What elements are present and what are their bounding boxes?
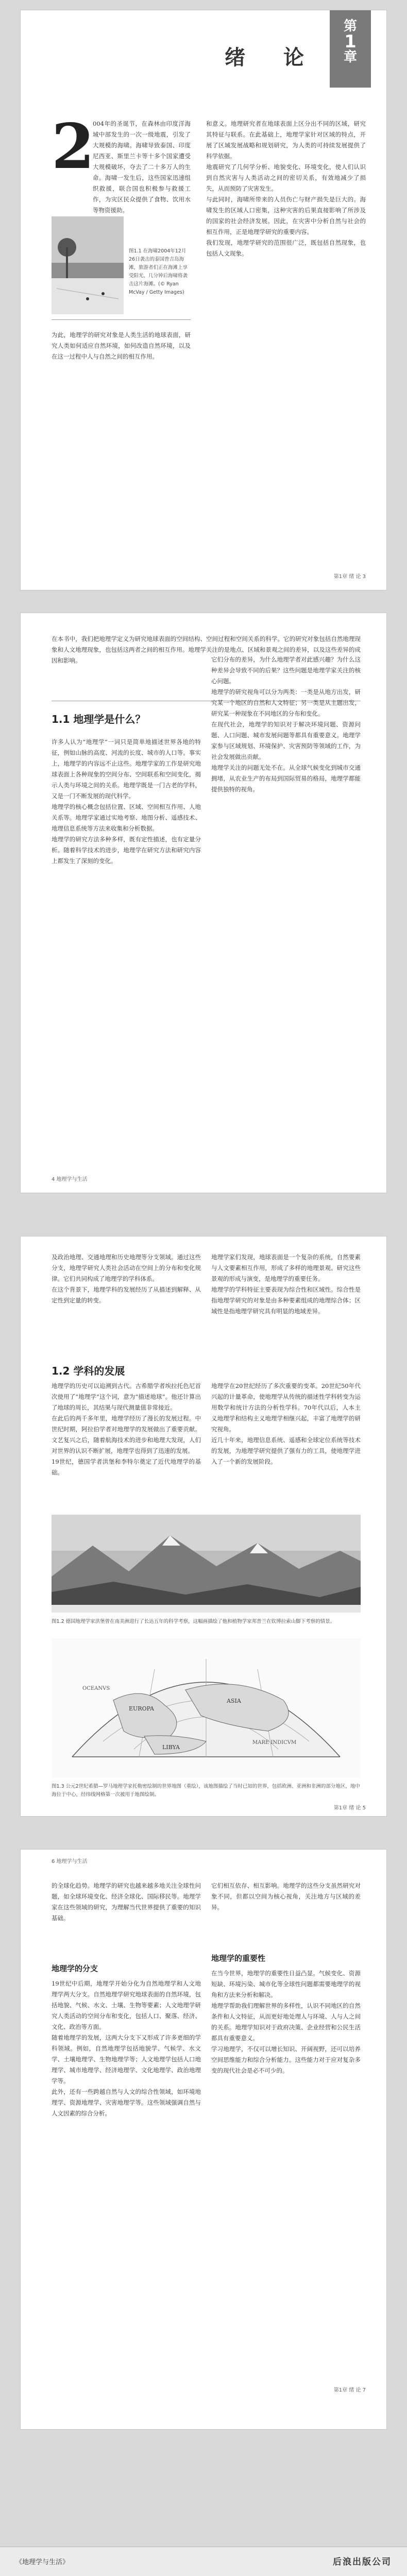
section-title-importance: 地理学的重要性: [211, 1954, 266, 1963]
page2-col-left: 许多人认为“地理学”一词只是简单地描述世界各地的特征，例如山脉的高度、河流的长度、城市的人口等。事实上，地理学的内容远不止这些。地理学家的工作是研究地球表面上各种现象的空间分布、空间联系和空间变化，揭示人类与环境之间的关系。地理学既是一门古老的学科，又是一门不断发展的现代科学。 地理学的核心概念包括位置、区域、空间相互作用、人地关系等。地理学家通过实地考察、地图分析、遥感技术、地理信息系统等方法来收集和分析数据。 地理学的研究方法多种多样，既有定性描述，也有定量分析。随着科学技术的进步，地理学在研究方法和研究内容上都发生了深刻的变化。: [52, 738, 201, 865]
ptolemy-map: [52, 1638, 361, 1777]
footer-bar: [0, 2547, 407, 2576]
page-3: [21, 1236, 386, 1816]
book-title: 《地理学与生活》: [15, 2558, 70, 2566]
section-title-branches: 地理学的分支: [52, 1964, 98, 1973]
page3-mid-left: 地理学的历史可以追溯到古代。古希腊学者埃拉托色尼首次使用了“地理学”这个词，意为“描述地球”。他还计算出了地球的周长，其结果与现代测量值非常接近。 在此后的两千多年里，地理学经历了漫长的发展过程。中世纪时期，阿拉伯学者对地理学的发展做出了重要贡献。文艺复兴之后，随着航海技术的进步和地理大发现，人们对世界的认识不断扩展，地理学也得到了迅速的发展。 19世纪，德国学者洪堡和李特尔奠定了近代地理学的基础。: [52, 1382, 201, 1476]
mountain-photo-image: [52, 1515, 361, 1613]
page4-col-right: 在当今世界，地理学的重要性日益凸显。气候变化、资源短缺、环境污染、城市化等全球性问题都需要地理学的视角和方法来分析和解决。 地理学帮助我们理解世界的多样性，认识不同地区的自然条件和人文特征，从而更好地处理人与环境、人与人之间的关系。地理学知识对于政府决策、企业经营和公民生活都具有重要意义。 学习地理学，不仅可以增长知识、开阔视野，还可以培养空间思维能力和综合分析能力。这些能力对于应对复杂多变的现代社会是必不可少的。: [211, 1970, 361, 2074]
map-label-africa: LIBYA: [162, 1744, 180, 1751]
ptolemy-map-image: [52, 1638, 361, 1777]
section-title: 1.1 地理学是什么？: [52, 713, 146, 725]
page-4: [21, 1850, 386, 2429]
map-label-ocean: OCEANVS: [82, 1686, 110, 1691]
map-caption: 图1.3 公元2世纪希腊—罗马地理学家托勒密绘制的世界地图（重绘），该地图描绘了当时已知的世界，包括欧洲、亚洲和非洲的部分地区，地中海位于中心，经纬线网格第一次被用于地图绘制。: [52, 1784, 360, 1798]
page3-top-right: 地理学家们发现，地球表面是一个复杂的系统，自然要素与人文要素相互作用，形成了多样的地理景观。研究这些景观的形成与演变，是地理学的重要任务。 地理学的学科特征主要表现为综合性和区域性。综合性是指地理学研究的对象是由多种要素组成的地理综合体；区域性是指地理学研究具有明显的地域差异。: [211, 1253, 361, 1315]
map-label-asia: ASIA: [227, 1698, 241, 1704]
page4-col-left: 19世纪中后期，地理学开始分化为自然地理学和人文地理学两大分支。自然地理学研究地球表面的自然环境，包括地貌、气候、水文、土壤、生物等要素；人文地理学研究人类活动的空间分布和变化，包括人口、聚落、经济、文化、政治等方面。 随着地理学的发展，这两大分支下又形成了许多更细的学科领域。例如，自然地理学包括地貌学、气候学、水文学、土壤地理学、生物地理学等；人文地理学包括人口地理学、城市地理学、经济地理学、文化地理学、政治地理学等。 此外，还有一些跨越自然与人文的综合性领域，如环境地理学、资源地理学、灾害地理学等。这些领域强调自然与人文因素的综合分析。: [52, 1980, 201, 2117]
page-runner: 第1章 绪 论 5: [333, 1805, 366, 1811]
page2-col-right: 它们分布的差异，为什么地理学者对此感兴趣？为什么这种差异会导致不同的后果？这些问题是地理学家关注的核心问题。 地理学的研究视角可以分为两类：一类是从地方出发，研究某一个地区的自然和人文特征；另一类是从主题出发，研究某一种现象在不同地区的分布和变化。 在现代社会，地理学的知识对于解决环境问题、资源问题、人口问题、城市发展问题等都具有重要意义。地理学家参与区域规划、环境保护、灾害预防等领域的工作，为社会发展做出贡献。 地理学关注的问题无处不在。从全球气候变化到城市交通拥堵，从农业生产的布局到国际贸易的格局，地理学都能提供独特的视角。: [211, 656, 361, 793]
chapter-label-2: 章: [343, 49, 357, 65]
intro-text-right: 和意义。地理研究者在地球表面上区分出不同的区域，研究其特征与联系。在此基础上，地理学家针对区域的特点，开展了区域发展战略和规划研究，为人类的可持续发展提供了科学依据。 地震研究了几何学分析、地貌变化、环境变化，使人们认识到自然灾害与人类活动之间的密切关系，有效地减少了损失，从而预防了灾害发生。 与此同时，海啸所带来的人员伤亡与财产损失是巨大的。海啸发生的区域人口密集，这种灾害的后果直接影响了所涉及的国家的社会经济发展。因此，在灾害中分析自然与社会的相互作用，正是地理学研究的重要内容。 我们发现，地理学研究的范围很广泛，既包括自然现象，也包括人文现象。: [206, 120, 366, 257]
page-runner-right: 第1章 绪 论 7: [333, 2387, 366, 2393]
page-2: [21, 613, 386, 1193]
caption-rule: [52, 319, 191, 320]
page4-top-right: 它们相互依存、相互影响。地理学的这些分支虽然研究对象不同，但都以空间为核心视角，关注地方与区域的差异。: [211, 1882, 361, 1911]
chapter-title: 绪 论: [225, 45, 319, 70]
page-runner: 4 地理学与生活: [52, 1177, 88, 1182]
page-runner: 第1章 绪 论 3: [333, 574, 366, 580]
page-runner-left: 6 地理学与生活: [52, 1859, 88, 1865]
photo-caption: 图1.1 在海啸2004年12月26日袭击的泰国普吉岛海滩，旅游者们正在海滩上享受阳光，几分钟后海啸将袭击这片海滩。(© Ryan McVay / Getty Images): [129, 248, 188, 295]
chapter-label: 第: [343, 19, 357, 34]
map-label-europe: EUROPA: [129, 1705, 154, 1712]
page4-top-left: 的全球化趋势。地理学的研究也越来越多地关注全球性问题，如全球环境变化、经济全球化、国际移民等。地理学家在这些领域的研究，为理解当代世界提供了重要的知识基础。: [52, 1882, 201, 1922]
section-title: 1.2 学科的发展: [52, 1365, 125, 1377]
mountain-photo: [52, 1515, 361, 1613]
publisher-logo: 后浪出版公司: [333, 2557, 392, 2567]
intro-text-col2: 为此，地理学的研究对象是人类生活的地球表面，研究人类如何适应自然环境，如何改造自然环境，以及在这一过程中人与自然之间的相互作用。: [52, 331, 191, 360]
beach-photo: [52, 216, 124, 314]
chapter-tab: [330, 10, 371, 88]
page3-mid-right: 地理学在20世纪经历了多次重要的变革。20世纪50年代兴起的计量革命，使地理学从传统的描述性学科转变为运用数学和统计方法的分析性学科。70年代以后，人本主义地理学和结构主义地理学相继兴起，丰富了地理学的研究视角。 近几十年来，地理信息系统、遥感和全球定位系统等技术的发展，为地理学研究提供了强有力的工具，使地理学进入了一个新的发展阶段。: [211, 1382, 361, 1465]
photo-caption: 图1.2 德国地理学家洪堡曾在南美洲进行了长达五年的科学考察，这幅画描绘了他和植物学家邦普兰在钦博拉索山脚下考察的情景。: [52, 1619, 335, 1624]
page3-top-left: 及政治地理、交通地理和历史地理等分支领域。通过这些分支，地理学研究人类社会活动在空间上的分布和变化规律。它们共同构成了地理学的学科体系。 在这个背景下，地理学科的发展经历了从描述到解释、从定性到定量的转变。: [52, 1253, 201, 1304]
drop-cap: 2: [52, 110, 95, 183]
intro-text-left: 004年的圣诞节，在森林由印度洋海域中部发生的一次一级地震，引发了大规模的海啸。海啸导致泰国、印度尼西亚、斯里兰卡等十多个国家遭受大规模破坏，夺去了二十多万人的生命。海啸一发生后，这些国家迅速组织救援，联合国也积极参与救援工作，为灾区民众提供了食物、饮用水等物资援助。: [93, 120, 191, 214]
page-1: [21, 10, 386, 590]
map-label-indicum: MARE INDICVM: [252, 1740, 297, 1745]
page2-top-text: 在本书中，我们把地理学定义为研究地球表面的空间结构、空间过程和空间关系的科学。它的研究对象包括自然地理现象和人文地理现象，也包括这两者之间的相互作用。地理学关注的是地点、区域和景观之间的差异，以及这些差异的成因和影响。: [52, 635, 361, 664]
beach-photo-image: [52, 216, 124, 314]
chapter-number: 1: [344, 31, 357, 52]
